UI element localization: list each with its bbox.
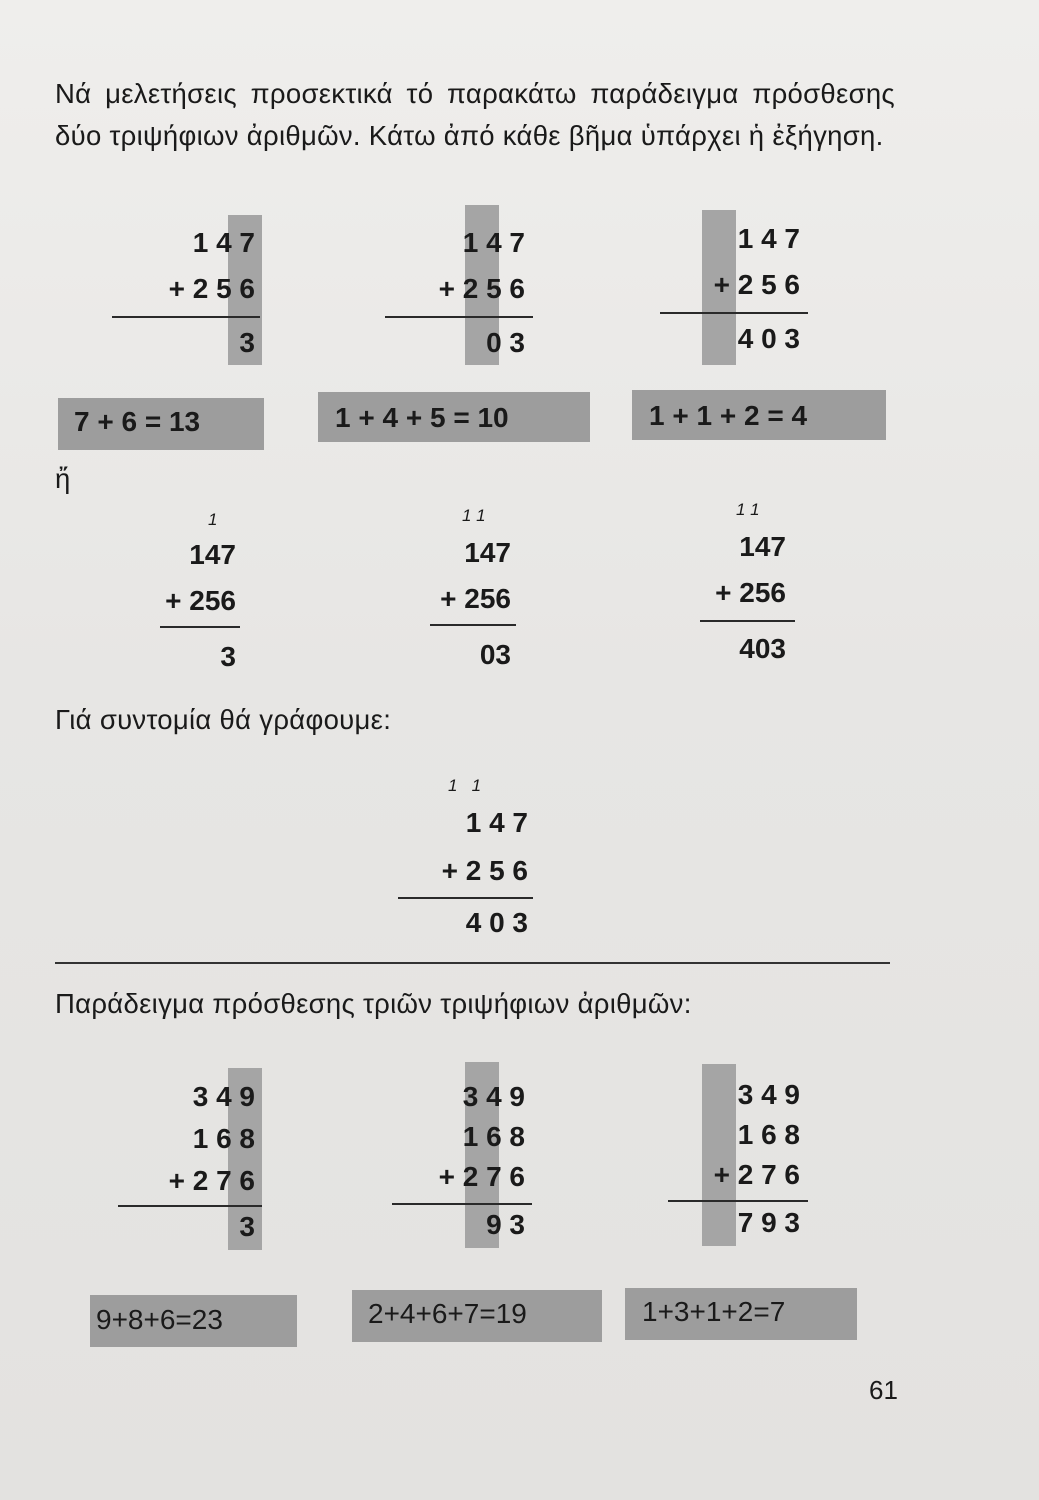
step-result: 4 0 3 — [737, 323, 800, 354]
addend-top: 1 4 7 — [465, 807, 528, 838]
step-sum: 7 + 6 = 13 — [74, 406, 201, 437]
step-sum: 9+8+6=23 — [96, 1304, 223, 1335]
sum-line — [668, 1200, 808, 1202]
sum-line — [112, 316, 260, 318]
intro-paragraph: Νά μελετήσεις προσεκτικά τό παρακάτω παράδειγμα πρόσθεσης δύο τριψήφιων ἀριθμῶν. Κάτω ἀπό κάθε βῆμα ὑπάρχει ἡ ἐξήγηση. — [55, 78, 895, 151]
section-divider — [55, 962, 890, 964]
sum-line — [430, 624, 516, 626]
step-sum: 1+3+1+2=7 — [642, 1296, 786, 1327]
addend-row: + 2 7 6 — [168, 1165, 255, 1196]
step-result: 03 — [479, 639, 511, 670]
step-result: 3 — [220, 641, 236, 672]
sum-line — [392, 1203, 532, 1205]
page-number: 61 — [869, 1375, 898, 1405]
addend-row: 3 4 9 — [737, 1079, 800, 1110]
sum-line — [660, 312, 808, 314]
addend-top: 1 4 7 — [737, 223, 800, 254]
step-result: 3 — [239, 1211, 255, 1242]
sum-line — [700, 620, 795, 622]
carry-mark: 1 1 — [448, 776, 482, 795]
addend-row: 1 6 8 — [737, 1119, 800, 1150]
addend-top: 1 4 7 — [462, 227, 525, 258]
addend-row: 3 4 9 — [462, 1081, 525, 1112]
step-result: 9 3 — [486, 1209, 525, 1240]
addend-top: 147 — [464, 537, 511, 568]
sum-line — [118, 1205, 262, 1207]
addend-row: 1 6 8 — [462, 1121, 525, 1152]
sum-result: 4 0 3 — [465, 907, 528, 938]
addend-bottom: + 2 5 6 — [168, 273, 255, 304]
addend-bottom: + 2 5 6 — [441, 855, 528, 886]
addend-bottom: + 256 — [440, 583, 511, 614]
addend-bottom: + 256 — [165, 585, 236, 616]
carry-mark: 1 1 — [736, 500, 760, 519]
step-result: 403 — [739, 633, 786, 664]
addend-row: 1 6 8 — [192, 1123, 255, 1154]
sum-line — [385, 316, 533, 318]
addend-row: 3 4 9 — [192, 1081, 255, 1112]
addend-bottom: + 256 — [715, 577, 786, 608]
carry-mark: 1 — [208, 510, 218, 529]
sum-line — [160, 626, 240, 628]
carry-mark: 1 1 — [462, 506, 486, 525]
example3-label: Παράδειγμα πρόσθεσης τριῶν τριψήφιων ἀριθμῶν: — [55, 988, 692, 1019]
addend-row: + 2 7 6 — [438, 1161, 525, 1192]
addend-bottom: + 2 5 6 — [438, 273, 525, 304]
or-label: ἤ — [55, 463, 71, 494]
addend-top: 147 — [739, 531, 786, 562]
sum-line — [398, 897, 533, 899]
step-result: 0 3 — [486, 327, 525, 358]
step-sum: 2+4+6+7=19 — [368, 1298, 527, 1329]
addend-top: 147 — [189, 539, 236, 570]
addend-top: 1 4 7 — [192, 227, 255, 258]
short-form-label: Γιά συντομία θά γράφουμε: — [55, 704, 392, 735]
addend-bottom: + 2 5 6 — [713, 269, 800, 300]
step-sum: 1 + 4 + 5 = 10 — [335, 402, 509, 433]
addend-row: + 2 7 6 — [713, 1159, 800, 1190]
step-result: 7 9 3 — [737, 1207, 800, 1238]
step-result: 3 — [239, 327, 255, 358]
step-sum: 1 + 1 + 2 = 4 — [649, 400, 808, 431]
